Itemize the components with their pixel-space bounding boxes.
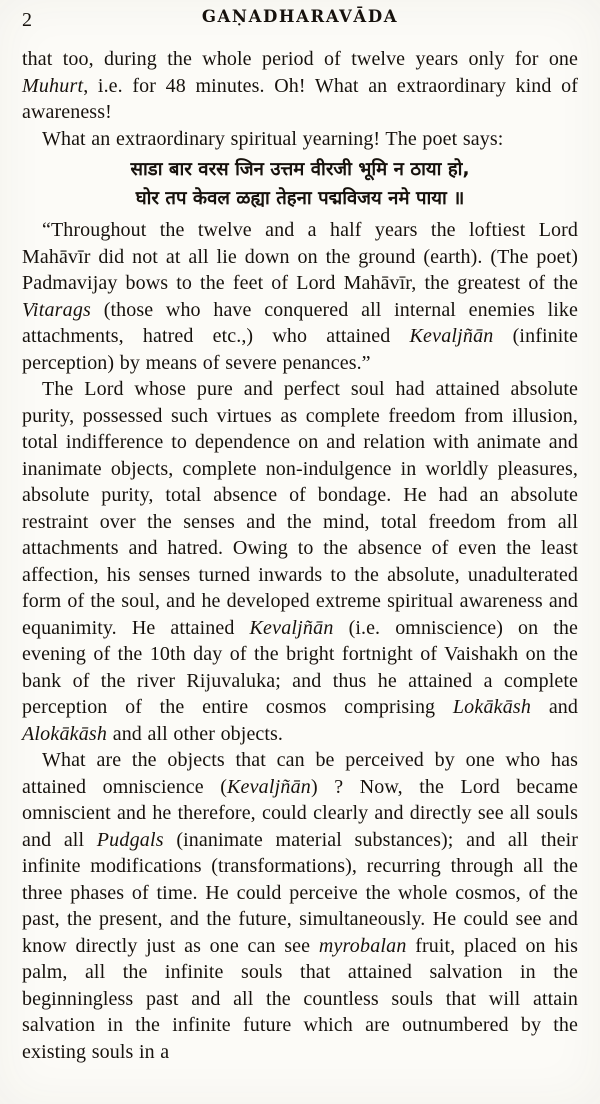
text-run: (i.e. omniscience) on the evening of the 10th day of the bright fortnight of Vaishakh on the bank of the river Rijuvaluka; and thus he attained a complete perception of the entire cosmos comprising <box>22 616 579 718</box>
verse-line: घोर तप केवल ळह्या तेहना पद्मविजय नमे पाया ॥ <box>135 188 465 209</box>
italic-term: Kevaljñān <box>226 775 311 798</box>
italic-term: myrobalan <box>318 934 407 957</box>
text-run: , i.e. for 48 minutes. Oh! What an extraordinary kind of awareness! <box>22 74 578 123</box>
italic-term: Lokākāsh <box>452 696 532 718</box>
text-run: fruit, placed on his palm, all the infinite souls that attained salvation in the beginningless past and all the countless souls that will attain salvation in the infinite future which are outnumbered by the existing souls in a <box>22 934 578 1063</box>
running-title: GAṆADHARAVĀDA <box>201 7 399 26</box>
text-run: (inanimate material substances); and all their infinite modifications (transformations), recurring through all the three phases of time. He could perceive the whole cosmos, of the past, the present, and the future, simultaneously. He could see and know directly just as one can see <box>22 828 578 957</box>
devanagari-verse <box>22 155 578 213</box>
text-run: The Lord whose pure and perfect soul had attained absolute purity, possessed such virtues as complete freedom from illusion, total indifference to dependence on and relation with animate and inanimate objects, complete non-indulgence in worldly pleasures, absolute purity, total absence of bondage. He had an absolute restraint over the senses and the mind, total freedom from all attachments and hatred. Owing to the absence of even the least affection, his senses turned inwards to the absolute, unadulterated form of the soul, and he developed extreme spiritual awareness and equanimity. He attained <box>22 378 578 639</box>
text-run: What an extraordinary spiritual yearning! The poet says: <box>42 127 504 150</box>
text-run: ) ? Now, the Lord became omniscient and he therefore, could clearly and directly see all souls and all <box>22 775 578 851</box>
paragraph <box>22 46 578 126</box>
italic-term: Vitarags <box>22 298 92 321</box>
italic-term: Alokākāsh <box>22 722 108 745</box>
text-run: that too, during the whole period of twelve years only for one <box>22 48 578 70</box>
paragraph <box>22 126 578 153</box>
text-run: (those who have conquered all internal enemies like attachments, hatred etc.,) who attained <box>22 298 578 347</box>
text-run: and all other objects. <box>107 722 284 745</box>
page-body <box>22 46 578 1065</box>
text-run: “Throughout the twelve and a half years the loftiest Lord Mahāvīr did not at all lie down on the ground (earth). (The poet) Padmavijay bows to the feet of Lord Mahāvīr, the greatest of the <box>22 219 578 294</box>
paragraph <box>22 376 578 747</box>
page-number: 2 <box>22 9 32 31</box>
page-header <box>22 7 578 35</box>
italic-term: Pudgals <box>96 828 164 851</box>
italic-term: Muhurt <box>22 74 84 97</box>
italic-term: Kevaljñān <box>249 616 334 639</box>
verse-line: साडा बार वरस जिन उत्तम वीरजी भूमि न ठाया हो, <box>130 159 470 180</box>
text-run: (infinite perception) by means of severe penances.” <box>22 325 578 374</box>
italic-term: Kevaljñān <box>409 325 494 347</box>
paragraph <box>22 747 578 1065</box>
paragraph <box>22 217 578 376</box>
text-run: What are the objects that can be perceived by one who has attained omniscience ( <box>22 749 578 798</box>
text-run: and <box>531 696 578 718</box>
